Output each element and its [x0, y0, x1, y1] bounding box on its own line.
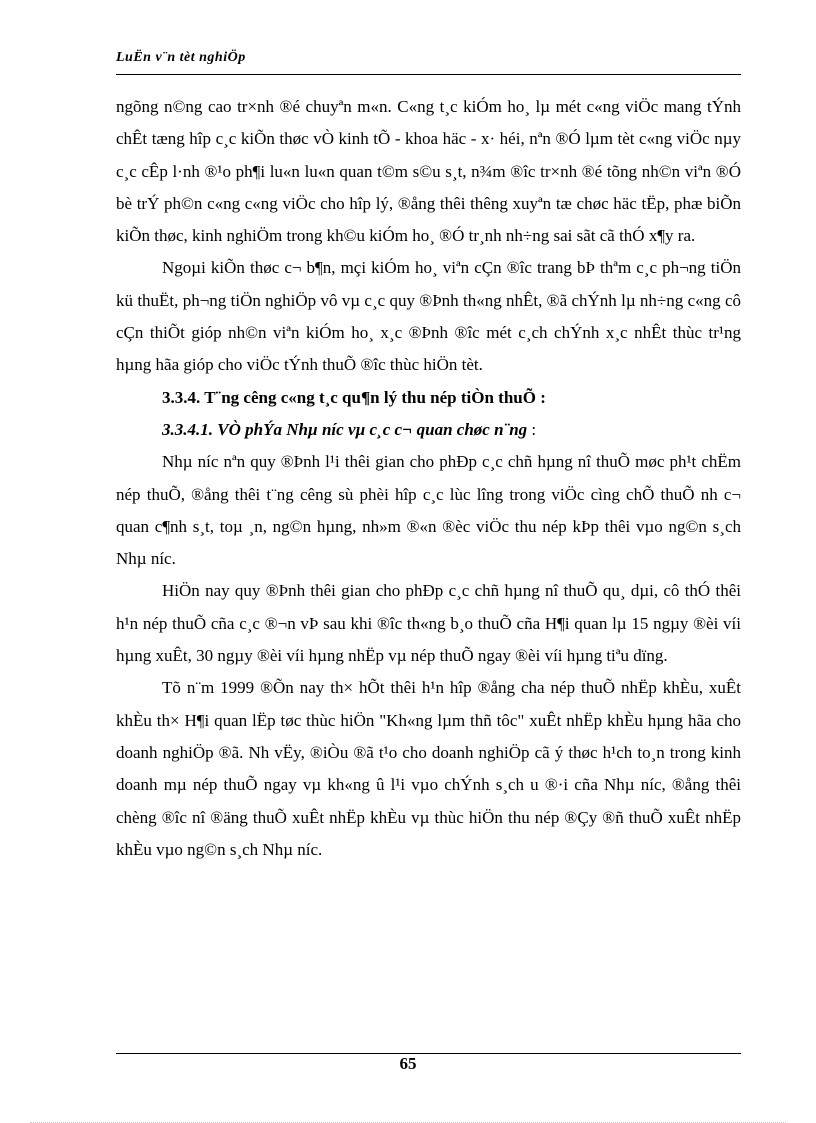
- page-body: [116, 91, 741, 866]
- running-header: LuËn v¨n tèt nghiÖp: [116, 50, 246, 65]
- paragraph-continued: ngõng n©ng cao tr×nh ®é chuyªn m«n. C«ng t¸c kiÓm ho¸ lµ mét c«ng viÖc mang tÝnh chÊt tæng hîp c¸c kiÕn thøc vÒ kinh tÕ - khoa häc - x· héi, nªn ®Ó lµm tèt c«ng viÖc nµy c¸c cÊp l·nh ®¹o ph¶i lu«n lu«n quan t©m s©u s¸t, n¾m ®îc tr×nh ®é tõng nh©n viªn ®Ó bè trÝ ph©n c«ng c«ng viÖc cho hîp lý, ®ång thêi thêng xuyªn tæ chøc häc tËp, phæ biÕn kiÕn thøc, kinh nghiÖm trong kh©u kiÓm ho¸ ®Ó tr¸nh nh÷ng sai sãt cã thÓ x¶y ra.: [116, 97, 741, 246]
- section-heading: 3.3.4. T¨ng cêng c«ng t¸c qu¶n lý thu nép tiÒn thuÕ :: [162, 387, 546, 407]
- header-rule: [116, 74, 741, 75]
- page-number: 65: [399, 1054, 417, 1073]
- paragraph: Nhµ níc nªn quy ®Þnh l¹i thêi gian cho phÐp c¸c chñ hµng nî thuÕ møc ph¹t chËm nép thuÕ, ®ång thêi t¨ng cêng sù phèi hîp c¸c lùc lîng trong viÖc cìng chÕ thuÕ nh c¬ quan c¶nh s¸t, toµ ¸n, ng©n hµng, nh»m ®«n ®èc viÖc thu nép kÞp thêi vµo ng©n s¸ch Nhµ níc.: [116, 452, 741, 569]
- subsection-heading-colon: :: [527, 419, 537, 439]
- paragraph: HiÖn nay quy ®Þnh thêi gian cho phÐp c¸c chñ hµng nî thuÕ qu¸ dµi, cô thÓ thêi h¹n nép thuÕ cña c¸c ®¬n vÞ sau khi ®îc th«ng b¸o thuÕ cña H¶i quan lµ 15 ngµy ®èi víi hµng xuÊt, 30 ngµy ®èi víi hµng nhËp vµ nép thuÕ ngay ®èi víi hµng tiªu dïng.: [116, 581, 741, 666]
- subsection-heading-text: 3.3.4.1. VÒ phÝa Nhµ níc vµ c¸c c¬ quan chøc n¨ng: [162, 419, 528, 439]
- subsection-heading: [116, 414, 741, 446]
- paragraph: Ngoµi kiÕn thøc c¬ b¶n, mçi kiÓm ho¸ viªn cÇn ®îc trang bÞ thªm c¸c ph¬ng tiÖn kü thuËt, ph¬ng tiÖn nghiÖp vô vµ c¸c quy ®Þnh th«ng nhÊt, ®ã chÝnh lµ nh÷ng c«ng cô cÇn thiÕt gióp nh©n viªn kiÓm ho¸ x¸c ®Þnh ®îc mét c¸ch chÝnh x¸c nhÊt thùc tr¹ng hµng hãa gióp cho viÖc tÝnh thuÕ ®îc thùc hiÖn tèt.: [116, 258, 741, 375]
- paragraph: Tõ n¨m 1999 ®Õn nay th× hÕt thêi h¹n hîp ®ång cha nép thuÕ nhËp khÈu, xuÊt khÈu th× H¶i quan lËp tøc thùc hiÖn "Kh«ng lµm thñ tôc" xuÊt nhËp khÈu hµng hãa cho doanh nghiÖp ®ã. Nh vËy, ®iÒu ®ã t¹o cho doanh nghiÖp cã ý thøc h¹ch to¸n trong kinh doanh mµ nép thuÕ ngay vµ kh«ng û l¹i vµo chÝnh s¸ch u ®·i cña Nhµ níc, ®ång thêi chèng ®îc nî ®äng thuÕ xuÊt nhËp khÈu vµ thùc hiÖn thu nép ®Çy ®ñ thuÕ xuÊt nhËp khÈu vµo ng©n s¸ch Nhµ níc.: [116, 678, 741, 859]
